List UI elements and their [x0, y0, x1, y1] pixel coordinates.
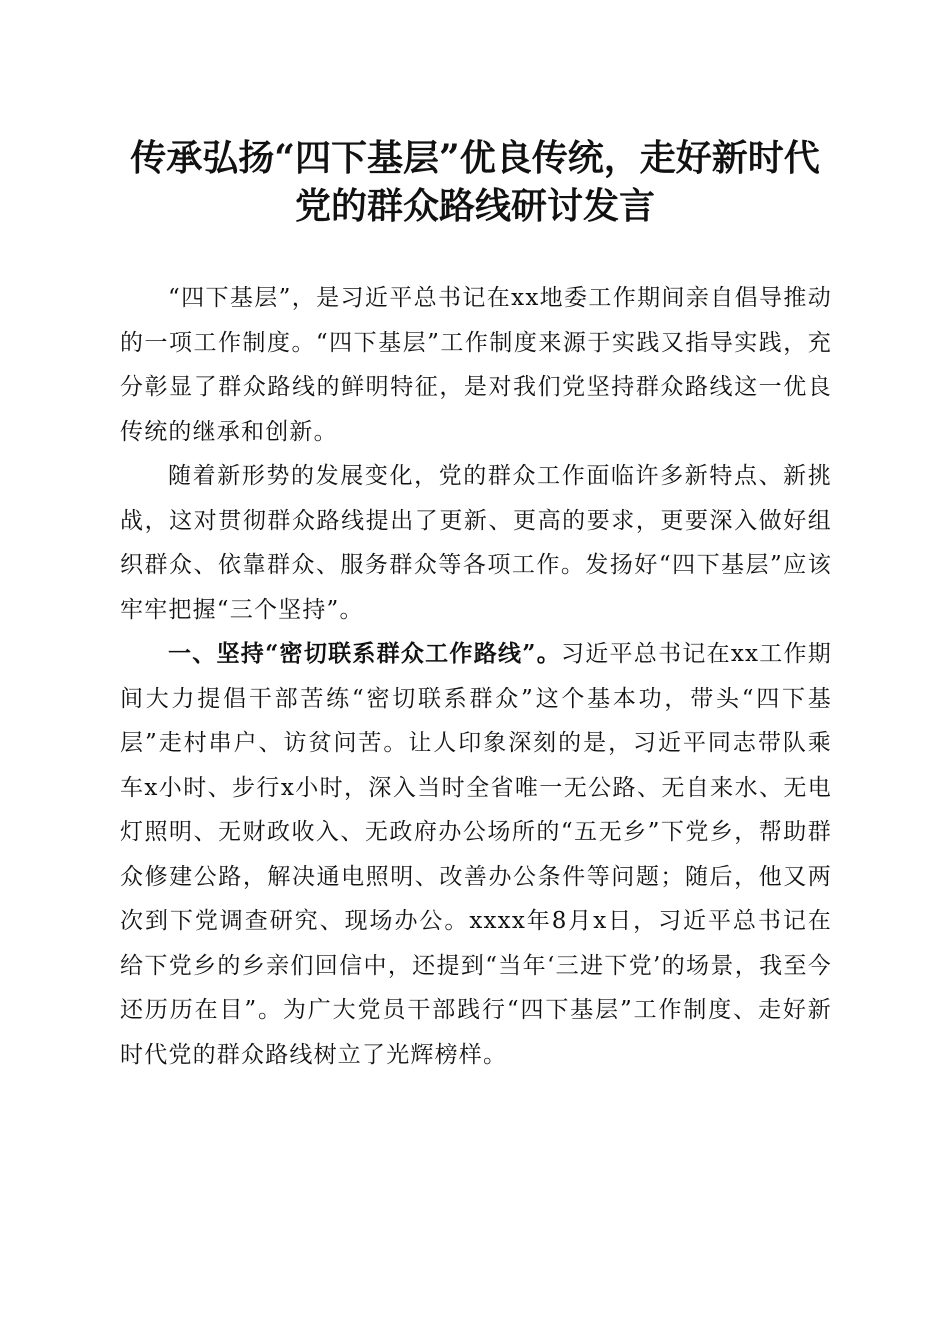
- title-line-1: 传承弘扬“四下基层”优良传统，走好新时代: [130, 137, 820, 179]
- document-body: [120, 276, 832, 1077]
- paragraph-context: [120, 454, 832, 632]
- paragraph-text: “四下基层”，是习近平总书记在xx地委工作期间亲自倡导推动的一项工作制度。“四下基层”工作制度来源于实践又指导实践，充分彰显了群众路线的鲜明特征，是对我们党坚持群众路线这一优良传统的继承和创新。: [120, 285, 832, 445]
- paragraph-text: 随着新形势的发展变化，党的群众工作面临许多新特点、新挑战，这对贯彻群众路线提出了更新、更高的要求，更要深入做好组织群众、依靠群众、服务群众等各项工作。发扬好“四下基层”应该牢牢把握“三个坚持”。: [120, 463, 832, 623]
- paragraph-text: 习近平总书记在xx工作期间大力提倡干部苦练“密切联系群众”这个基本功，带头“四下基层”走村串户、访贫问苦。让人印象深刻的是，习近平同志带队乘车x小时、步行x小时，深入当时全省唯一无公路、无自来水、无电灯照明、无财政收入、无政府办公场所的“五无乡”下党乡，帮助群众修建公路，解决通电照明、改善办公条件等问题；随后，他又两次到下党调查研究、现场办公。xxxx年8月x日，习近平总书记在给下党乡的乡亲们回信中，还提到“当年‘三进下党’的场景，我至今还历历在目”。为广大党员干部践行“四下基层”工作制度、走好新时代党的群众路线树立了光辉榜样。: [120, 641, 833, 1068]
- paragraph-intro: [120, 276, 832, 454]
- document-title: [100, 134, 850, 230]
- title-line-2: 党的群众路线研讨发言: [294, 185, 655, 227]
- paragraph-lead-heading: 一、坚持“密切联系群众工作路线”。: [168, 640, 561, 667]
- paragraph-point-one: [120, 632, 832, 1077]
